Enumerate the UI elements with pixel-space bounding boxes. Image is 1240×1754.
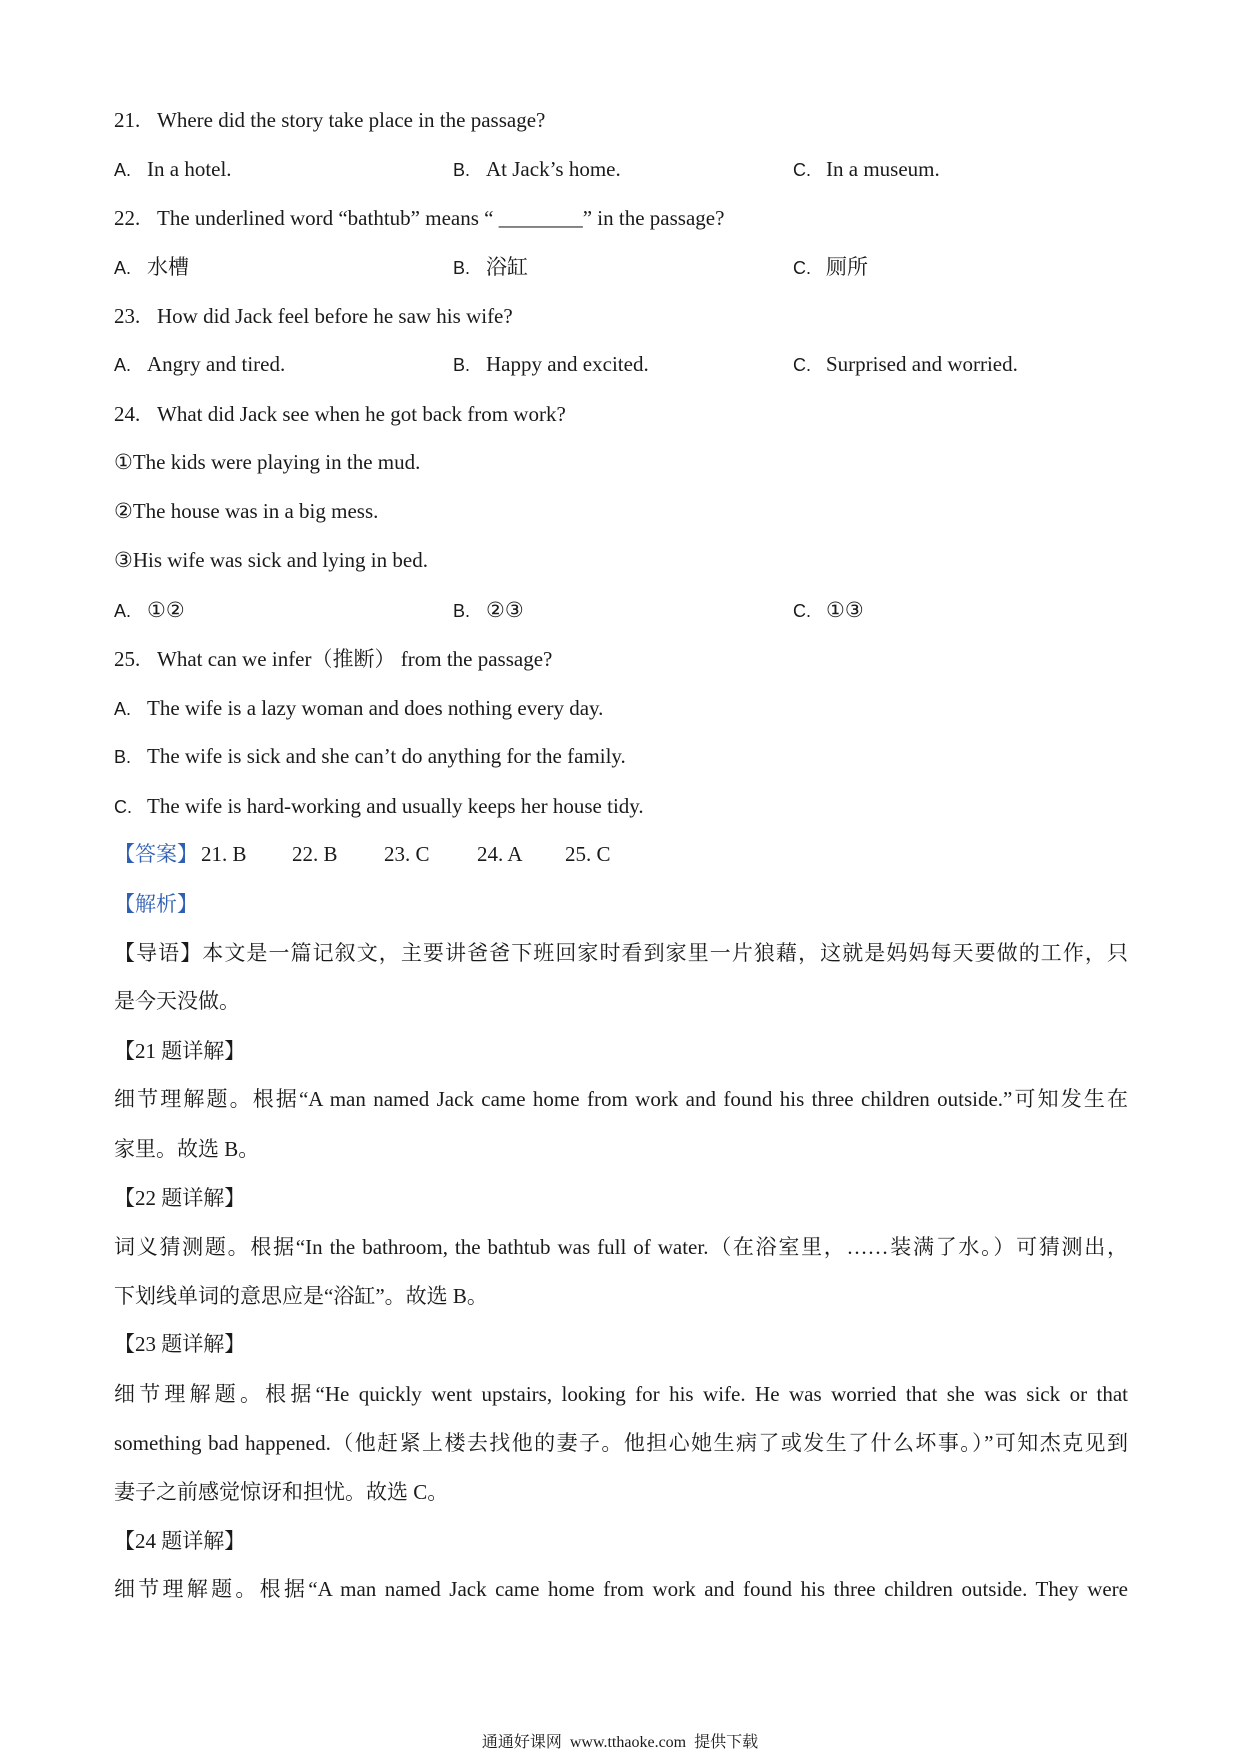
detail-22-line: 词义猜测题。根据“In the bathroom, the bathtub was full of water.（在浴室里，……装满了水。）可猜测出， [114,1235,1128,1259]
analysis-lead-line: 【导语】本文是一篇记叙文，主要讲爸爸下班回家时看到家里一片狼藉，这就是妈妈每天要做的工作，只 [114,941,1128,965]
question-24-statement-2: ②The house was in a big mess. [114,499,379,523]
question-23-option-b [453,350,649,378]
option-label: C. [793,160,811,180]
option-label: C. [793,258,811,278]
option-text: 厕所 [826,255,868,279]
question-text: Where did the story take place in the passage? [157,108,546,132]
question-24-option-b [453,596,524,624]
option-label: A. [114,355,132,375]
question-number: 24. [114,402,141,426]
option-text: In a museum. [826,157,940,181]
option-label: C. [114,797,132,817]
option-label: C. [793,355,811,375]
answer-item: 23. C [384,842,430,866]
analysis-tag: 【解析】 [114,892,198,916]
option-label: A. [114,601,132,621]
option-label: B. [453,601,471,621]
question-22-option-c [793,253,868,281]
question-number: 23. [114,304,141,328]
detail-21-line: 家里。故选 B。 [114,1137,260,1161]
detail-24-line: 细节理解题。根据“A man named Jack came home from work and found his three children outside. They were [114,1577,1128,1601]
question-25 [114,645,552,673]
question-22-option-b [453,253,528,281]
option-text: In a hotel. [147,157,232,181]
question-22 [114,204,724,232]
page-footer: 通通好课网 www.tthaoke.com 提供下载 [481,1734,759,1751]
detail-23-line: something bad happened.（他赶紧上楼去找他的妻子。他担心她生病了或发生了什么坏事。）”可知杰克见到 [114,1431,1128,1455]
detail-23-line: 细节理解题。根据“He quickly went upstairs, looking for his wife. He was worried that she was sick or that [114,1382,1128,1406]
detail-23-line: 妻子之前感觉惊讶和担忧。故选 C。 [114,1480,449,1504]
question-number: 22. [114,206,141,230]
detail-21-line: 细节理解题。根据“A man named Jack came home from work and found his three children outside.”可知发生在 [114,1087,1128,1111]
option-label: B. [114,747,132,767]
question-24-option-a [114,596,185,624]
answer-item: 21. B [201,842,247,866]
option-text: The wife is hard-working and usually keeps her house tidy. [147,794,644,818]
option-text: 水槽 [147,255,189,279]
question-22-option-a [114,253,189,281]
option-text: ①② [147,598,185,622]
question-21-option-c [793,155,940,183]
option-text: ①③ [826,598,864,622]
question-text: What did Jack see when he got back from work? [157,402,566,426]
option-label: B. [453,160,471,180]
option-text: The wife is sick and she can’t do anything for the family. [147,744,626,768]
answer-key [114,840,1128,868]
question-25-option-c [114,792,644,820]
question-24-option-c [793,596,864,624]
answer-tag: 【答案】 [114,842,198,866]
option-text: Surprised and worried. [826,352,1018,376]
answer-item: 25. C [565,842,611,866]
option-label: A. [114,258,132,278]
question-23 [114,302,513,330]
option-text: At Jack’s home. [486,157,621,181]
question-text: How did Jack feel before he saw his wife? [157,304,513,328]
question-text: The underlined word “bathtub” means “ ________” in the passage? [157,206,725,230]
detail-24-heading: 【24 题详解】 [114,1529,246,1553]
question-21-option-b [453,155,621,183]
option-text: ②③ [486,598,524,622]
option-text: Happy and excited. [486,352,649,376]
question-25-option-b [114,742,626,770]
detail-22-line: 下划线单词的意思应是“浴缸”。故选 B。 [114,1284,488,1308]
detail-21-heading: 【21 题详解】 [114,1039,246,1063]
question-number: 25. [114,647,141,671]
detail-22-heading: 【22 题详解】 [114,1186,246,1210]
question-24-statement-1: ①The kids were playing in the mud. [114,450,421,474]
answer-item: 22. B [292,842,338,866]
question-21-option-a [114,155,232,183]
option-text: 浴缸 [486,255,528,279]
answer-item: 24. A [477,842,523,866]
question-24-statement-3: ③His wife was sick and lying in bed. [114,548,428,572]
option-label: A. [114,699,132,719]
option-label: C. [793,601,811,621]
question-23-option-c [793,350,1018,378]
question-text: What can we infer（推断） from the passage? [157,647,553,671]
question-23-option-a [114,350,285,378]
option-text: Angry and tired. [147,352,286,376]
question-21 [114,106,545,134]
option-label: B. [453,355,471,375]
analysis-lead-line: 是今天没做。 [114,989,240,1013]
detail-23-heading: 【23 题详解】 [114,1332,246,1356]
question-number: 21. [114,108,141,132]
question-25-option-a [114,694,603,722]
question-24 [114,400,566,428]
option-text: The wife is a lazy woman and does nothing every day. [147,696,604,720]
option-label: B. [453,258,471,278]
option-label: A. [114,160,132,180]
